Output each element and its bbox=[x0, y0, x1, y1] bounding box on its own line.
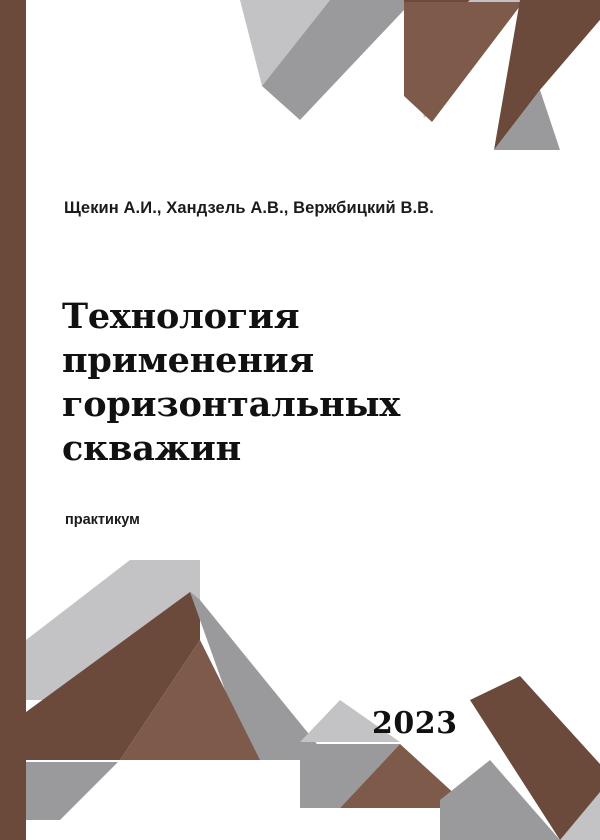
book-subtitle: практикум bbox=[65, 512, 140, 528]
title-line: скважин bbox=[62, 428, 242, 470]
title-line: применения bbox=[62, 340, 315, 382]
title-line: горизонтальных bbox=[62, 384, 401, 426]
publication-year: 2023 bbox=[372, 706, 458, 741]
title-line: Технология bbox=[62, 296, 300, 337]
book-title bbox=[62, 295, 532, 471]
authors-line: Щекин А.И., Хандзель А.В., Вержбицкий В.В. bbox=[64, 199, 434, 217]
